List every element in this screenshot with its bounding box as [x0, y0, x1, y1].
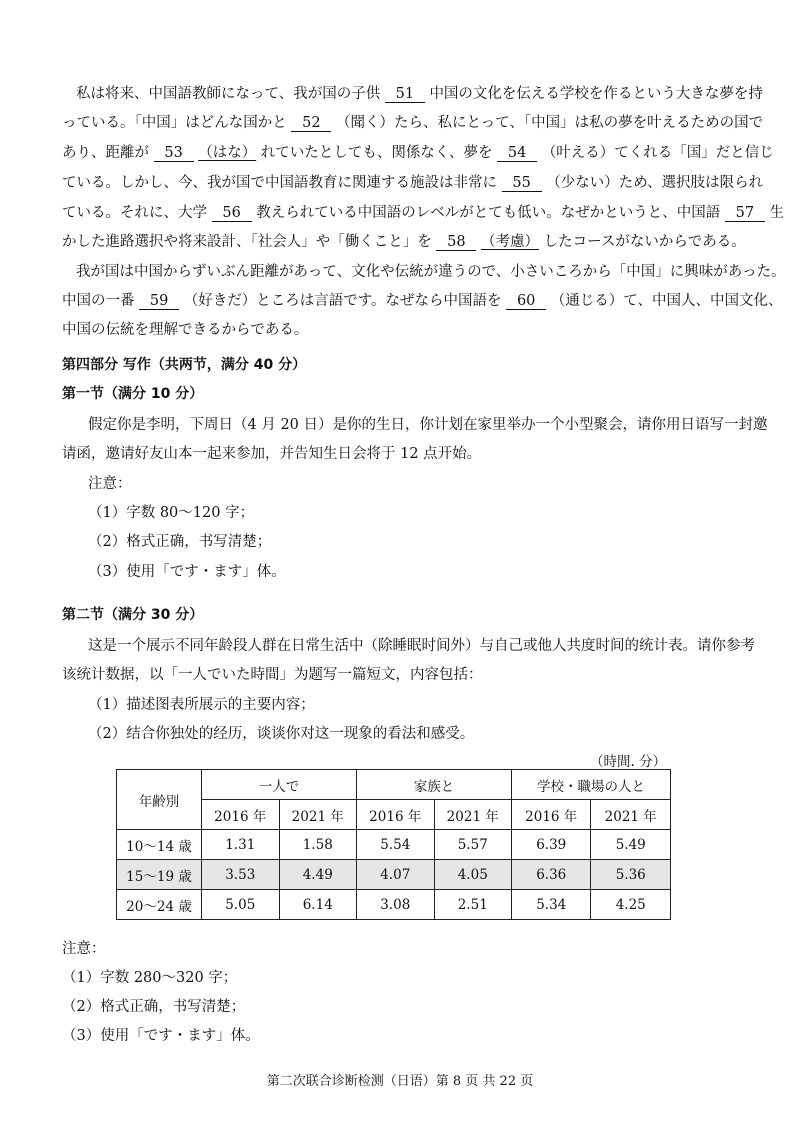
table-row: [117, 830, 671, 860]
table-row: [117, 890, 671, 920]
value-cell: 6.14: [279, 890, 357, 920]
section1-prompt-line-2: 请函，邀请好友山本一起来参加，并告知生日会将于 12 点开始。: [62, 446, 482, 462]
blank-53: 53: [154, 145, 194, 162]
section2-heading: 第二节（满分 30 分）: [62, 607, 204, 623]
page-footer: 第二次联合诊断检测（日语）第 8 页 共 22 页: [266, 1074, 534, 1089]
passage2-line-2: 中国の一番 59 （好きだ）ところは言語です。なぜなら中国語を 60 （通じる）て、中国人、中国文化、: [62, 293, 783, 309]
section2-note-3: （3）使用「です・ます」体。: [62, 1028, 260, 1044]
value-cell: 5.05: [202, 890, 280, 920]
value-cell: 6.36: [512, 860, 591, 890]
time-statistics-table: [116, 769, 671, 920]
section2-prompt-line-2: 该统计数据，以「一人でいた時間」为题写一篇短文，内容包括：: [62, 667, 483, 683]
year-header: 2016 年: [202, 800, 280, 830]
value-cell: 1.58: [279, 830, 357, 860]
section2-content-1: （1）描述图表所展示的主要内容；: [88, 697, 315, 713]
value-cell: 2.51: [434, 890, 512, 920]
age-cell: 15～19 歳: [117, 860, 202, 890]
year-header: 2021 年: [434, 800, 512, 830]
section2-content-2: （2）结合你独处的经历，谈谈你对这一现象的看法和感受。: [88, 726, 475, 742]
year-header: 2016 年: [357, 800, 435, 830]
blank-51: 51: [385, 86, 425, 103]
group-header-school-work: 学校・職場の人と: [512, 770, 671, 800]
section1-note-label: 注意：: [88, 476, 132, 492]
blank-57: 57: [725, 205, 765, 222]
value-cell: 4.25: [591, 890, 671, 920]
value-cell: 4.05: [434, 860, 512, 890]
year-header: 2021 年: [591, 800, 671, 830]
blank-55: 55: [502, 175, 542, 192]
value-cell: 3.53: [202, 860, 280, 890]
value-cell: 5.34: [512, 890, 591, 920]
section1-prompt-line-1: 假定你是李明，下周日（4 月 20 日）是你的生日，你计划在家里举办一个小型聚会，请你用日语写一封邀: [88, 417, 768, 433]
value-cell: 6.39: [512, 830, 591, 860]
value-cell: 5.54: [357, 830, 435, 860]
section2-note-1: （1）字数 280～320 字；: [62, 970, 238, 986]
passage2-line-3: 中国の伝統を理解できるからである。: [62, 322, 309, 338]
passage-line-6: かした進路選択や将来設計、「社会人」や「働くこと」を 58 （考慮） したコースがないからである。: [62, 234, 746, 250]
year-header: 2016 年: [512, 800, 591, 830]
section2-note-label: 注意：: [62, 941, 106, 957]
section1-note-1: （1）字数 80～120 字；: [88, 505, 255, 521]
blank-58: 58: [436, 234, 476, 251]
table-unit: （時間. 分）: [590, 754, 667, 770]
blank-54: 54: [497, 145, 537, 162]
section1-heading: 第一节（满分 10 分）: [62, 386, 204, 402]
value-cell: 4.07: [357, 860, 435, 890]
blank-60: 60: [506, 293, 546, 310]
year-header: 2021 年: [279, 800, 357, 830]
group-header-alone: 一人で: [202, 770, 357, 800]
section1-note-2: （2）格式正确，书写清楚；: [88, 534, 272, 550]
passage-line-5: ている。それに、大学 56 教えられている中国語のレベルがとても低い。なぜかというと、中国語 57 生: [62, 205, 784, 221]
blank-59: 59: [139, 293, 179, 310]
table-row: [117, 860, 671, 890]
section1-note-3: （3）使用「です・ます」体。: [88, 564, 286, 580]
value-cell: 5.57: [434, 830, 512, 860]
blank-56: 56: [212, 205, 252, 222]
age-cell: 20～24 歳: [117, 890, 202, 920]
age-header: 年齢別: [117, 770, 202, 830]
section2-prompt-line-1: 这是一个展示不同年龄段人群在日常生活中（除睡眠时间外）与自己或他人共度时间的统计表。请你参考: [88, 638, 755, 654]
part4-heading: 第四部分 写作（共两节，满分 40 分）: [62, 357, 307, 373]
value-cell: 5.49: [591, 830, 671, 860]
passage-line-4: ている。しかし、今、我が国で中国語教育に関連する施設は非常に 55 （少ない）ため、選択肢は限られ: [62, 175, 764, 191]
blank-52: 52: [291, 115, 331, 132]
value-cell: 4.49: [279, 860, 357, 890]
passage-line-1: 私は将来、中国語教師になって、我が国の子供 51 中国の文化を伝える学校を作るという大きな夢を持: [76, 86, 763, 102]
passage-line-3: あり、距離が 53 （はな） れていたとしても、関係なく、夢を 54 （叶える）てくれる「国」だと信じ: [62, 145, 774, 161]
age-cell: 10～14 歳: [117, 830, 202, 860]
value-cell: 5.36: [591, 860, 671, 890]
passage2-line-1: 我が国は中国からずいぶん距離があって、文化や伝統が違うので、小さいころから「中国」に興味があった。: [76, 264, 786, 280]
group-header-family: 家族と: [357, 770, 512, 800]
value-cell: 3.08: [357, 890, 435, 920]
passage-line-2: っている。「中国」はどんな国かと 52 （聞く）たら、私にとって、「中国」は私の夢を叶えるための国で: [62, 115, 764, 131]
value-cell: 1.31: [202, 830, 280, 860]
section2-note-2: （2）格式正确，书写清楚；: [62, 999, 246, 1015]
